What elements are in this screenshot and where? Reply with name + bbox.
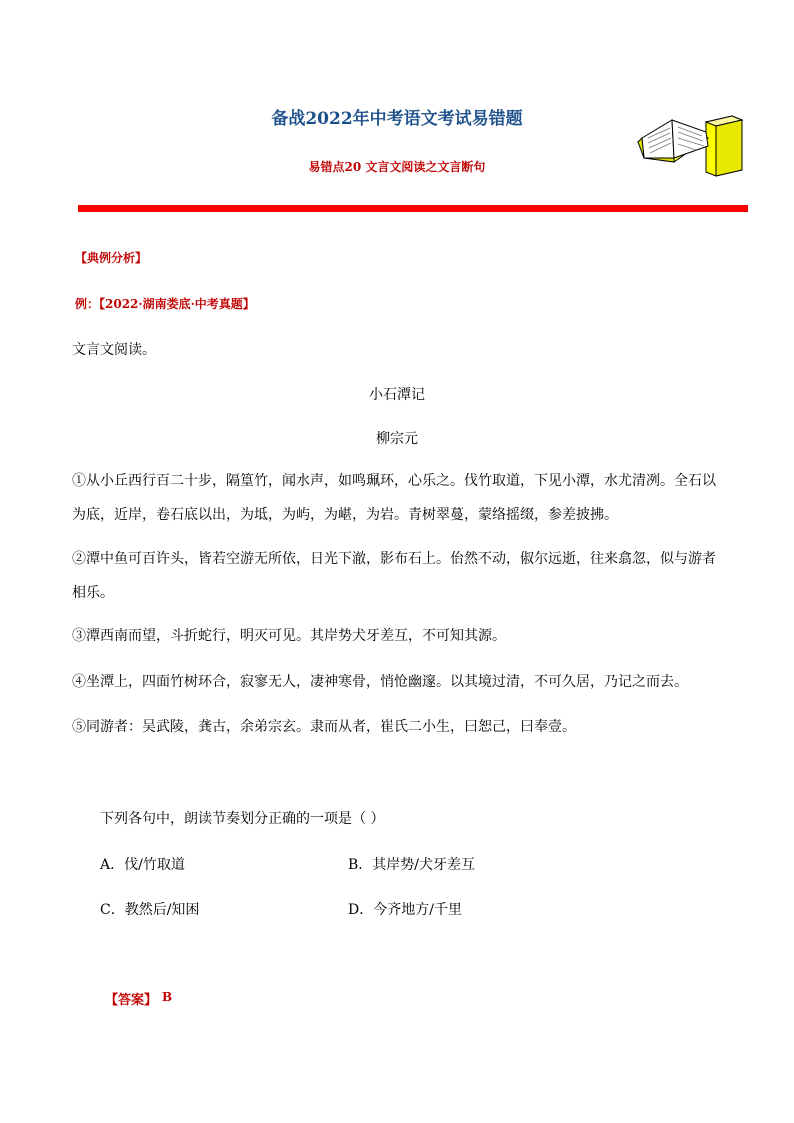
passage-paragraph: ②潭中鱼可百许头，皆若空游无所依，日光下澈，影布石上。佁然不动，俶尔远逝，往来翕忽，似与游者相乐。 — [72, 551, 716, 601]
passage-title: 小石潭记 — [369, 387, 425, 403]
passage-paragraph: ③潭西南而望，斗折蛇行，明灭可见。其岸势犬牙差互，不可知其源。 — [72, 628, 506, 644]
document-title: 备战2022年中考语文考试易错题 — [271, 109, 523, 129]
option-d: D．今齐地方/千里 — [348, 902, 462, 918]
passage-paragraph: ①从小丘西行百二十步，隔篁竹，闻水声，如鸣珮环，心乐之。伐竹取道，下见小潭，水尤清冽。全石以为底，近岸，卷石底以出，为坻，为屿，为嵁，为岩。青树翠蔓，蒙络摇缀，参差披拂。 — [72, 473, 716, 523]
open-book-icon — [634, 112, 746, 182]
passage-author: 柳宗元 — [376, 431, 418, 447]
section-label: 【典例分析】 — [75, 251, 148, 265]
document-subtitle: 易错点20 文言文阅读之文言断句 — [308, 160, 486, 174]
passage-paragraph: ④坐潭上，四面竹树环合，寂寥无人，凄神寒骨，悄怆幽邃。以其境过清，不可久居，乃记之而去。 — [72, 674, 688, 690]
example-source: 例：【2022·湖南娄底·中考真题】 — [75, 297, 255, 311]
answer-value: B — [162, 990, 173, 1004]
intro-text: 文言文阅读。 — [72, 342, 156, 358]
answer-label: 【答案】 — [105, 993, 158, 1008]
header-divider — [78, 205, 748, 212]
passage-paragraph: ⑤同游者：吴武陵，龚古，余弟宗玄。隶而从者，崔氏二小生，曰恕己，曰奉壹。 — [72, 719, 576, 735]
question-stem: 下列各句中，朗读节奏划分正确的一项是（ ） — [100, 811, 385, 827]
option-b: B．其岸势/犬牙差互 — [348, 857, 476, 873]
option-a: A．伐/竹取道 — [100, 857, 185, 873]
option-c: C．教然后/知困 — [100, 902, 200, 918]
